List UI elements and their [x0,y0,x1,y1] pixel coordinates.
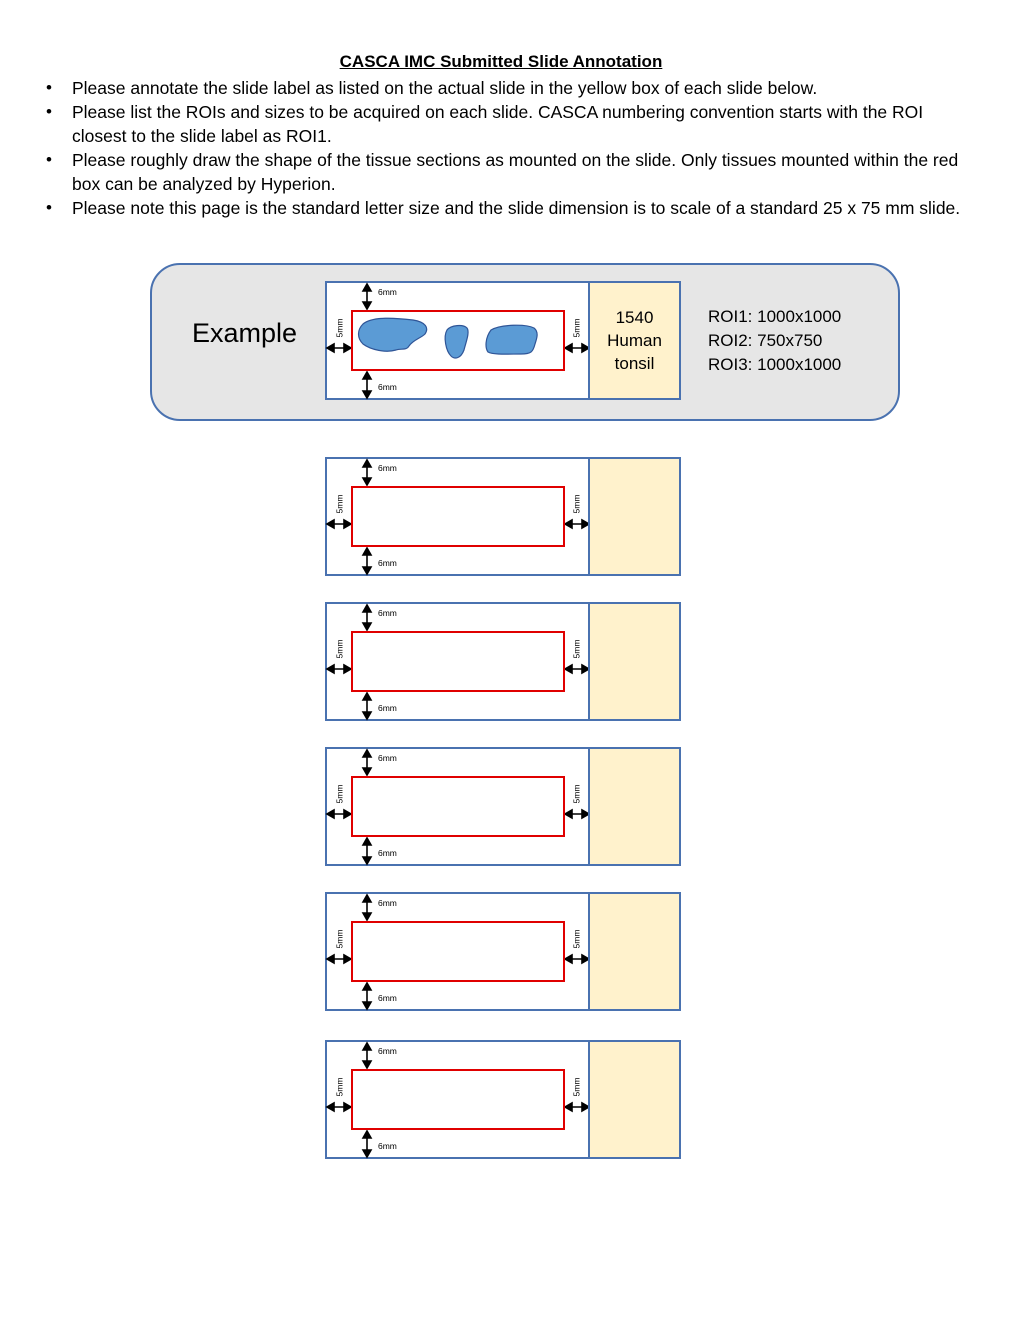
dimension-left: 5mm [334,929,345,949]
instruction-list [46,76,961,220]
example-slide [325,281,681,400]
blank-slide-4 [325,892,681,1011]
blank-slide-3 [325,747,681,866]
dimension-bottom: 6mm [378,703,397,713]
tissue-section-1 [359,318,427,351]
page-title: CASCA IMC Submitted Slide Annotation [339,52,663,71]
dimension-bottom: 6mm [378,558,397,568]
example-roi-list [708,305,841,377]
slide-label-box[interactable] [588,749,679,864]
slide-label-box[interactable] [588,459,679,574]
slide-label-box[interactable] [588,894,679,1009]
dimension-bottom: 6mm [378,993,397,1003]
analysis-area[interactable] [351,631,565,692]
blank-slide-5 [325,1040,681,1159]
instruction-item: • Please note this page is the standard letter size and the slide dimension is to scale of a standard 25 x 75 mm slide. [46,196,961,220]
dimension-bottom: 6mm [378,382,397,392]
instruction-item: • Please list the ROIs and sizes to be acquired on each slide. CASCA numbering convention starts with the ROI closest to the slide label as ROI1. [46,100,961,148]
analysis-area[interactable] [351,486,565,547]
slide-label-box[interactable] [588,1042,679,1157]
instruction-item: • Please annotate the slide label as listed on the actual slide in the yellow box of each slide below. [46,76,961,100]
tissue-sections [351,310,565,371]
dimension-top: 6mm [378,898,397,908]
dimension-bottom: 6mm [378,848,397,858]
slide-label-box[interactable] [588,283,679,398]
dimension-right: 5mm [571,494,582,514]
dimension-top: 6mm [378,287,397,297]
tissue-section-2 [445,326,468,358]
roi-item: ROI1: 1000x1000 [708,307,842,326]
dimension-right: 5mm [571,929,582,949]
dimension-right: 5mm [571,318,582,338]
example-heading: Example [192,318,298,348]
analysis-area[interactable] [351,776,565,837]
analysis-area[interactable] [351,1069,565,1130]
blank-slide-2 [325,602,681,721]
dimension-right: 5mm [571,1077,582,1097]
dimension-left: 5mm [334,639,345,659]
dimension-top: 6mm [378,608,397,618]
slide-label-text: 1540 Human tonsil [607,308,662,373]
dimension-left: 5mm [334,318,345,338]
dimension-top: 6mm [378,463,397,473]
dimension-right: 5mm [571,639,582,659]
dimension-left: 5mm [334,494,345,514]
tissue-section-3 [486,325,537,354]
dimension-left: 5mm [334,784,345,804]
dimension-left: 5mm [334,1077,345,1097]
slide-label-box[interactable] [588,604,679,719]
dimension-top: 6mm [378,1046,397,1056]
roi-item: ROI3: 1000x1000 [708,355,842,374]
instruction-item: • Please roughly draw the shape of the tissue sections as mounted on the slide. Only tissues mounted within the red box can be analyzed by Hyperion. [46,148,961,196]
analysis-area[interactable] [351,921,565,982]
dimension-top: 6mm [378,753,397,763]
roi-item: ROI2: 750x750 [708,331,823,350]
dimension-right: 5mm [571,784,582,804]
blank-slide-1 [325,457,681,576]
dimension-bottom: 6mm [378,1141,397,1151]
